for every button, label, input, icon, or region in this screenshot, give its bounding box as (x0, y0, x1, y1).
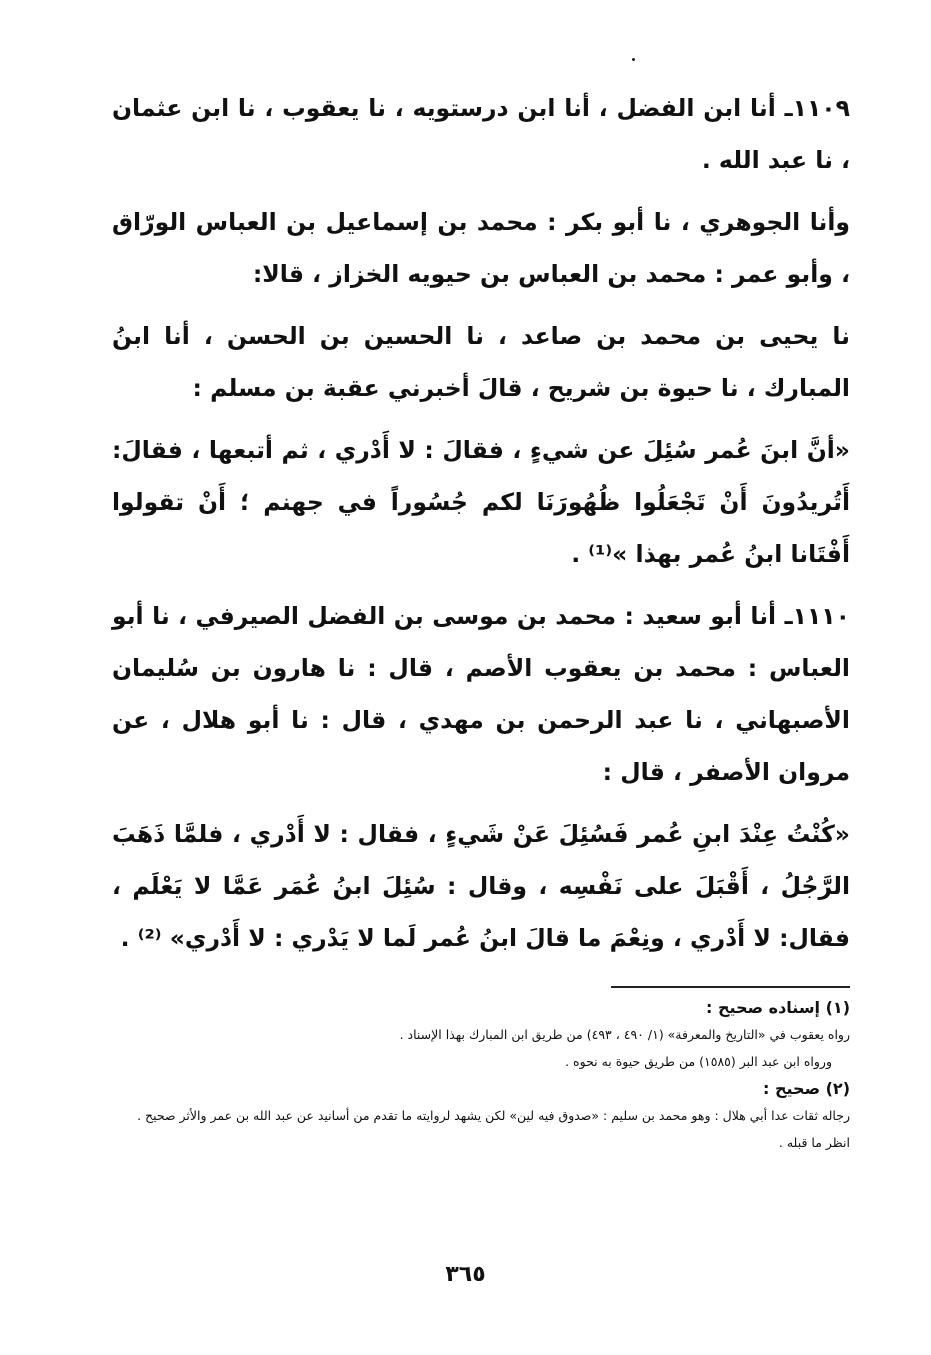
paragraph-text: «كُنْتُ عِنْدَ ابنِ عُمر فَسُئِلَ عَنْ شَيءٍ ، فقال : لا أَدْري ، فلمَّا ذَهَبَ الرَّجُلُ ، أَقْبَلَ على نَفْسِه ، وقال : سُئِلَ ابنُ عُمَر عَمَّا لا يَعْلَم ، فقال: لا أَدْري ، ونِعْمَ ما قالَ ابنُ عُمر لَما لا يَدْري : لا أَدْري» ⁽²⁾ . (112, 820, 850, 952)
page-number: ٣٦٥ (445, 1262, 486, 1287)
paragraph-text: وأنا الجوهري ، نا أبو بكر : محمد بن إسماعيل بن العباس الورّاق ، وأبو عمر : محمد بن العباس بن حيويه الخزاز ، قالا: (112, 208, 850, 288)
paragraph-text: أنا أبو سعيد : محمد بن موسى بن الفضل الصيرفي ، نا أبو العباس : محمد بن يعقوب الأصم ، قال : نا هارون بن سُليمان الأصبهاني ، نا عبد الرحمن بن مهدي ، قال : نا أبو هلال ، عن مروان الأصفر ، قال : (112, 602, 850, 786)
print-speck (632, 58, 635, 61)
paragraph-text: نا يحيى بن محمد بن صاعد ، نا الحسين بن الحسن ، أنا ابنُ المبارك ، نا حيوة بن شريح ، قالَ أخبرني عقبة بن مسلم : (112, 322, 850, 402)
paragraph-text: أنا ابن الفضل ، أنا ابن درستويه ، نا يعقوب ، نا ابن عثمان ، نا عبد الله . (112, 94, 850, 174)
footnote-2-line: انظر ما قبله . (778, 1135, 850, 1150)
footnote-1-heading: (١) إسناده صحيح : (706, 998, 850, 1017)
paragraph-matn-1110 (112, 808, 850, 964)
main-text (112, 82, 850, 974)
hadith-number: ١١١٠ـ (784, 602, 850, 630)
footnote-2-line: رجاله ثقات عدا أبي هلال : وهو محمد بن سليم : «صدوق فيه لين» لكن يشهد لروايته ما تقدم من أسانيد عن عبد الله بن عمر والأثر صحيح . (137, 1108, 850, 1123)
footnote-1-line: رواه يعقوب في «التاريخ والمعرفة» (١/ ٤٩٠ ، ٤٩٣) من طريق ابن المبارك بهذا الإسناد . (399, 1027, 850, 1042)
hadith-number: ١١٠٩ـ (784, 94, 850, 122)
paragraph-1109 (112, 82, 850, 186)
paragraph-1110 (112, 590, 850, 798)
paragraph-matn-1109 (112, 424, 850, 580)
footnote-separator (611, 986, 850, 988)
paragraph-isnad-3 (112, 310, 850, 414)
paragraph-isnad-2 (112, 196, 850, 300)
paragraph-text: «أنَّ ابنَ عُمر سُئِلَ عن شيءٍ ، فقالَ : لا أَدْري ، ثم أتبعها ، فقالَ: أَتُريدُونَ أَنْ تَجْعَلُوا ظُهُورَنَا لكم جُسُوراً في جهنم ؛ أَنْ تقولوا أَفْتَانا ابنُ عُمر بهذا »⁽¹⁾ . (112, 436, 850, 568)
footnote-2-heading: (٢) صحيح : (763, 1079, 850, 1098)
footnote-1-line: ورواه ابن عبد البر (١٥٨٥) من طريق حيوة به نحوه . (565, 1054, 832, 1069)
footnotes (112, 994, 850, 1156)
